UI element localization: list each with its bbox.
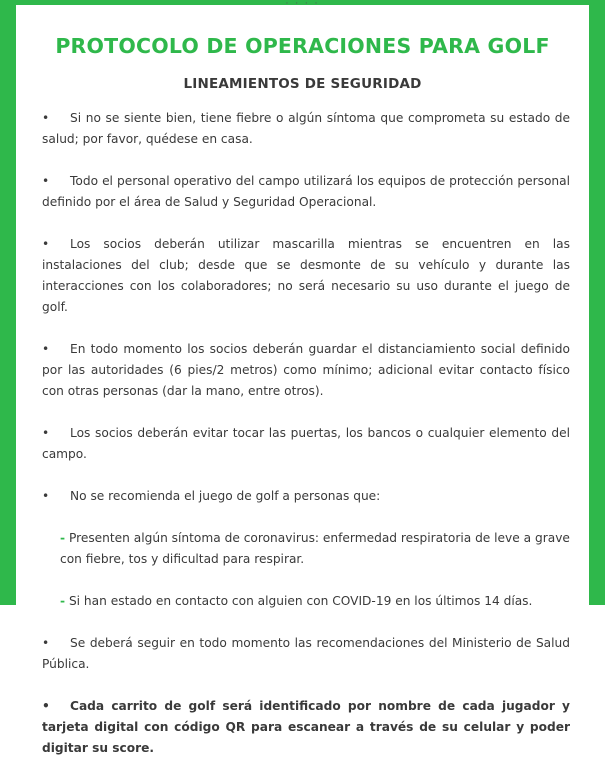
page-title: PROTOCOLO DE OPERACIONES PARA GOLF — [55, 34, 550, 58]
list-item: • Los socios deberán utilizar mascarilla mientras se encuentren en las instalaciones del club; desde que se desmonte de su vehículo y durante las interacciones con los colaboradores; no será necesario su uso durante el juego de golf. — [42, 234, 570, 318]
list-item: • Los socios deberán evitar tocar las puertas, los bancos o cualquier elemento del campo. — [42, 423, 570, 465]
list-item: • No se recomienda el juego de golf a personas que: — [42, 486, 570, 507]
page-subtitle: LINEAMIENTOS DE SEGURIDAD — [183, 76, 422, 92]
guidelines-list — [42, 108, 570, 759]
sub-list-item: - Si han estado en contacto con alguien con COVID-19 en los últimos 14 días. — [60, 594, 533, 608]
bullet-icon: • — [42, 342, 50, 356]
list-item-bold: • Cada carrito de golf será identificado por nombre de cada jugador y tarjeta digital con código QR para escanear a través de su celular y poder digitar su score. — [42, 696, 570, 759]
sub-list-item: - Presenten algún síntoma de coronavirus: enfermedad respiratoria de leve a grave con fiebre, tos y dificultad para respirar. — [60, 531, 570, 566]
bullet-icon: • — [42, 174, 50, 188]
list-item: • Se deberá seguir en todo momento las recomendaciones del Ministerio de Salud Pública. — [42, 633, 570, 675]
bullet-icon: • — [42, 111, 50, 125]
list-item: • En todo momento los socios deberán guardar el distanciamiento social definido por las autoridades (6 pies/2 metros) como mínimo; adicional evitar contacto físico con otras personas (dar la mano, entre otros). — [42, 339, 570, 402]
list-item: • Si no se siente bien, tiene fiebre o algún síntoma que comprometa su estado de salud; por favor, quédese en casa. — [42, 108, 570, 150]
dash-icon: - — [60, 594, 66, 608]
bullet-icon: • — [42, 489, 50, 503]
bullet-icon: • — [42, 699, 50, 713]
bullet-icon: • — [42, 636, 50, 650]
dash-icon: - — [60, 531, 66, 545]
bullet-icon: • — [42, 237, 50, 251]
bullet-icon: • — [42, 426, 50, 440]
list-item: • Todo el personal operativo del campo utilizará los equipos de protección personal definido por el área de Salud y Seguridad Operacional. — [42, 171, 570, 213]
top-dots: · · · · — [285, 0, 320, 9]
